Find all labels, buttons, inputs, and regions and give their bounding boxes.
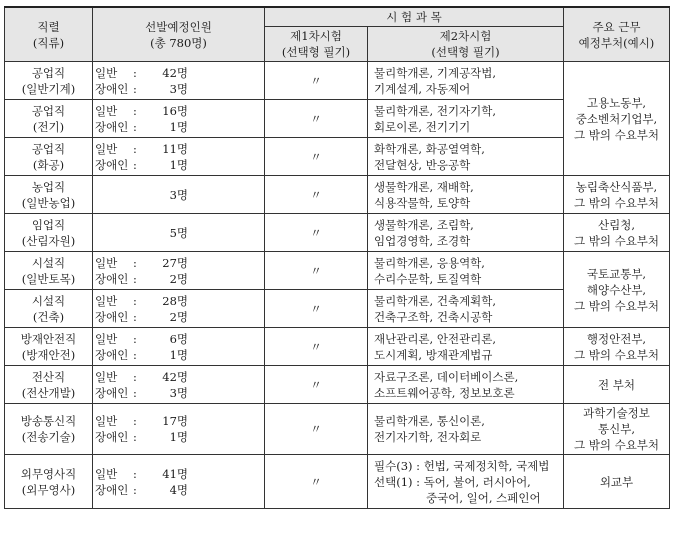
count-line: [95, 141, 262, 157]
count-sep: :: [133, 157, 137, 172]
header-dept-sub: 예정부처(예시): [578, 35, 655, 50]
count-value: 11명: [162, 141, 188, 156]
dept-line: 통신부,: [598, 422, 635, 436]
count-value: 2명: [169, 271, 188, 286]
header-exam2-sub: (선택형 필기): [431, 45, 500, 59]
job-cell: [5, 290, 93, 328]
count-label: 장애인: [95, 81, 129, 96]
job-name: 방재안전직: [20, 331, 77, 346]
count-value: 4명: [169, 482, 188, 497]
count-label: 일반: [95, 141, 118, 156]
first-exam-cell: 〃: [265, 404, 368, 455]
job-subname: (외무영사): [21, 482, 76, 497]
count-label: 일반: [95, 369, 118, 384]
table-row: [5, 404, 670, 455]
subject-line: 물리학개론, 건축계획학,: [374, 293, 497, 308]
subject-line: 식용작물학, 토양학: [374, 195, 471, 210]
dept-line: 그 밖의 수요부처: [573, 127, 660, 142]
job-subname: (산림자원): [21, 233, 76, 248]
count-value: 1명: [169, 347, 188, 362]
second-exam-cell: [368, 404, 564, 455]
header-job: [5, 7, 93, 62]
dept-line: 외교부: [599, 474, 634, 489]
header-exam2-title: 제2차시험: [439, 29, 492, 43]
table-row: [5, 366, 670, 404]
job-subname: (일반토목): [21, 271, 76, 286]
header-row: [5, 7, 670, 27]
subject-line: 생물학개론, 재배학,: [374, 179, 474, 194]
count-value: 5명: [169, 225, 188, 240]
subject-line: 건축구조학, 건축시공학: [374, 309, 493, 324]
count-sep: :: [133, 414, 137, 428]
count-label: 장애인: [95, 482, 129, 497]
count-label: 장애인: [95, 119, 129, 134]
table-row: [5, 62, 670, 100]
job-subname: (화공): [32, 157, 65, 172]
count-line: [95, 81, 262, 97]
first-exam-cell: 〃: [265, 252, 368, 290]
count-sep: :: [133, 65, 137, 80]
dept-cell: [564, 455, 670, 509]
count-value: 28명: [162, 293, 188, 308]
subject-line: 생물학개론, 조림학,: [374, 217, 474, 232]
dept-line: 해양수산부,: [586, 282, 647, 297]
header-job-title: 직렬: [37, 19, 60, 34]
count-label: 일반: [95, 414, 118, 428]
count-cell: [93, 100, 265, 138]
count-sep: [133, 187, 153, 203]
count-sep: [133, 225, 153, 241]
dept-cell: [564, 252, 670, 328]
count-cell: [93, 290, 265, 328]
job-name: 공업직: [31, 65, 66, 80]
count-value: 17명: [162, 414, 188, 428]
subject-line: 전달현상, 반응공학: [374, 157, 471, 172]
header-count-sub: (총 780명): [150, 35, 207, 50]
second-exam-cell: [368, 176, 564, 214]
job-subname: (건축): [32, 309, 65, 324]
job-name: 공업직: [31, 141, 66, 156]
count-value: 42명: [162, 369, 188, 384]
count-value: 3명: [169, 385, 188, 400]
count-label: 일반: [95, 255, 118, 270]
count-sep: :: [133, 293, 137, 308]
first-exam-cell: 〃: [265, 366, 368, 404]
subject-line: 소프트웨어공학, 정보보호론: [374, 385, 515, 400]
count-label: 일반: [95, 65, 118, 80]
count-line: [95, 187, 262, 203]
count-value: 3명: [169, 187, 188, 202]
count-cell: [93, 252, 265, 290]
job-name: 시설직: [31, 293, 66, 308]
count-sep: :: [133, 430, 137, 444]
count-line: [95, 466, 262, 482]
count-value: 16명: [162, 103, 188, 118]
count-value: 2명: [169, 309, 188, 324]
job-subname: (일반농업): [21, 195, 76, 210]
count-line: [95, 413, 262, 429]
second-exam-cell: [368, 290, 564, 328]
job-cell: [5, 328, 93, 366]
first-exam-cell: 〃: [265, 328, 368, 366]
dept-line: 그 밖의 수요부처: [573, 347, 660, 362]
second-exam-cell: [368, 328, 564, 366]
count-sep: :: [133, 103, 137, 118]
header-exam1-sub: (선택형 필기): [281, 45, 351, 59]
dept-line: 전 부처: [598, 377, 635, 392]
count-label: 장애인: [95, 347, 129, 362]
dept-cell: [564, 62, 670, 176]
dept-line: 산림청,: [598, 217, 635, 232]
dept-cell: [564, 214, 670, 252]
count-line: [95, 482, 262, 498]
subject-line: 자료구조론, 데이터베이스론,: [374, 369, 519, 384]
job-name: 외무영사직: [20, 466, 77, 481]
job-cell: [5, 366, 93, 404]
count-sep: :: [133, 466, 137, 481]
dept-cell: [564, 404, 670, 455]
table-row: [5, 328, 670, 366]
job-subname: (전기): [32, 119, 65, 134]
count-cell: [93, 214, 265, 252]
count-value: 6명: [169, 331, 188, 346]
job-name: 시설직: [31, 255, 66, 270]
subject-line: 중국어, 일어, 스페인어: [426, 490, 541, 505]
count-line: [95, 331, 262, 347]
count-line: [95, 385, 262, 401]
table-row: [5, 176, 670, 214]
count-sep: :: [133, 369, 137, 384]
count-value: 27명: [162, 255, 188, 270]
subject-line: 물리학개론, 통신이론,: [374, 414, 485, 428]
header-count-title: 선발예정인원: [145, 19, 212, 34]
second-exam-cell: [368, 62, 564, 100]
count-label: 장애인: [95, 157, 129, 172]
header-exam1-title: 제1차시험: [290, 29, 342, 43]
count-sep: :: [133, 385, 137, 400]
subject-line: 수리수문학, 토질역학: [374, 271, 482, 286]
count-line: [95, 271, 262, 287]
dept-line: 그 밖의 수요부처: [573, 438, 660, 452]
count-line: [95, 293, 262, 309]
count-line: [95, 119, 262, 135]
dept-cell: [564, 328, 670, 366]
first-exam-cell: 〃: [265, 176, 368, 214]
job-subname: (전산개발): [21, 385, 76, 400]
second-exam-cell: [368, 100, 564, 138]
count-label: 장애인: [95, 309, 129, 324]
count-line: [95, 309, 262, 325]
table-row: [5, 214, 670, 252]
count-cell: [93, 328, 265, 366]
subject-line: 임업경영학, 조경학: [374, 233, 471, 248]
count-sep: :: [133, 81, 137, 96]
count-line: [95, 103, 262, 119]
dept-line: 그 밖의 수요부처: [573, 298, 660, 313]
count-cell: [93, 176, 265, 214]
job-cell: [5, 138, 93, 176]
header-exam2: [368, 27, 564, 62]
job-name: 공업직: [31, 103, 66, 118]
count-cell: [93, 62, 265, 100]
job-subname: (일반기계): [21, 81, 76, 96]
dept-line: 행정안전부,: [586, 331, 647, 346]
table-row: [5, 455, 670, 509]
first-exam-cell: 〃: [265, 62, 368, 100]
job-subname: (전송기술): [21, 430, 76, 444]
dept-cell: [564, 176, 670, 214]
count-line: [95, 347, 262, 363]
subject-line: 재난관리론, 안전관리론,: [374, 331, 497, 346]
first-exam-cell: 〃: [265, 100, 368, 138]
subject-line: 물리학개론, 응용역학,: [374, 255, 485, 270]
subject-line: 물리학개론, 전기자기학,: [374, 103, 497, 118]
first-exam-cell: 〃: [265, 214, 368, 252]
count-line: [95, 225, 262, 241]
subject-line: 화학개론, 화공열역학,: [374, 141, 485, 156]
count-value: 41명: [162, 466, 188, 481]
second-exam-cell: [368, 252, 564, 290]
count-value: 42명: [162, 65, 188, 80]
header-dept: [564, 7, 670, 62]
header-exam: 시 험 과 목: [265, 7, 564, 27]
count-cell: [93, 366, 265, 404]
subject-line: 전기자기학, 전자회로: [374, 430, 482, 444]
second-exam-cell: [368, 214, 564, 252]
count-label: 일반: [95, 293, 118, 308]
job-name: 전산직: [31, 369, 66, 384]
job-cell: [5, 404, 93, 455]
count-sep: :: [133, 141, 137, 156]
count-sep: :: [133, 119, 137, 134]
count-label: 일반: [95, 103, 118, 118]
count-label: 장애인: [95, 430, 129, 444]
count-line: [95, 65, 262, 81]
second-exam-cell: [368, 366, 564, 404]
job-subname: (방재안전): [21, 347, 76, 362]
first-exam-cell: 〃: [265, 290, 368, 328]
dept-cell: [564, 366, 670, 404]
count-label: [95, 187, 133, 203]
count-line: [95, 369, 262, 385]
count-sep: :: [133, 255, 137, 270]
dept-line: 중소벤처기업부,: [575, 111, 658, 126]
job-name: 임업직: [31, 217, 66, 232]
job-cell: [5, 252, 93, 290]
job-cell: [5, 62, 93, 100]
count-cell: [93, 404, 265, 455]
subject-line: 도시계획, 방재관계법규: [374, 347, 493, 362]
count-label: [95, 225, 133, 241]
second-exam-cell: [368, 138, 564, 176]
count-line: [95, 429, 262, 445]
count-cell: [93, 455, 265, 509]
job-name: 농업직: [31, 179, 66, 194]
dept-line: 국토교통부,: [586, 266, 647, 281]
count-sep: :: [133, 347, 137, 362]
count-sep: :: [133, 309, 137, 324]
count-value: 1명: [169, 430, 188, 444]
job-cell: [5, 214, 93, 252]
first-exam-cell: 〃: [265, 455, 368, 509]
count-line: [95, 255, 262, 271]
recruitment-table: [4, 6, 670, 509]
job-cell: [5, 455, 93, 509]
header-dept-title: 주요 근무: [592, 19, 641, 34]
table-row: [5, 252, 670, 290]
count-value: 3명: [169, 81, 188, 96]
count-label: 장애인: [95, 271, 129, 286]
header-count: [93, 7, 265, 62]
dept-line: 고용노동부,: [586, 95, 647, 110]
header-exam1: [265, 27, 368, 62]
header-job-sub: (직류): [32, 35, 65, 50]
subject-line: 선택(1) : 독어, 불어, 러시아어,: [374, 474, 531, 489]
first-exam-cell: 〃: [265, 138, 368, 176]
second-exam-cell: [368, 455, 564, 509]
dept-line: 그 밖의 수요부처: [573, 195, 660, 210]
subject-line: 회로이론, 전기기기: [374, 119, 471, 134]
job-cell: [5, 100, 93, 138]
count-line: [95, 157, 262, 173]
subject-line: 필수(3) : 헌법, 국제정치학, 국제법: [374, 458, 550, 473]
dept-line: 그 밖의 수요부처: [573, 233, 660, 248]
dept-line: 과학기술정보: [583, 406, 650, 420]
count-value: 1명: [169, 157, 188, 172]
count-cell: [93, 138, 265, 176]
count-label: 일반: [95, 466, 118, 481]
count-value: 1명: [169, 119, 188, 134]
count-label: 일반: [95, 331, 118, 346]
job-cell: [5, 176, 93, 214]
count-label: 장애인: [95, 385, 129, 400]
count-sep: :: [133, 271, 137, 286]
count-sep: :: [133, 331, 137, 346]
job-name: 방송통신직: [20, 414, 77, 428]
dept-line: 농림축산식품부,: [575, 179, 658, 194]
count-sep: :: [133, 482, 137, 497]
subject-line: 기계설계, 자동제어: [374, 81, 471, 96]
subject-line: 물리학개론, 기계공작법,: [374, 65, 497, 80]
